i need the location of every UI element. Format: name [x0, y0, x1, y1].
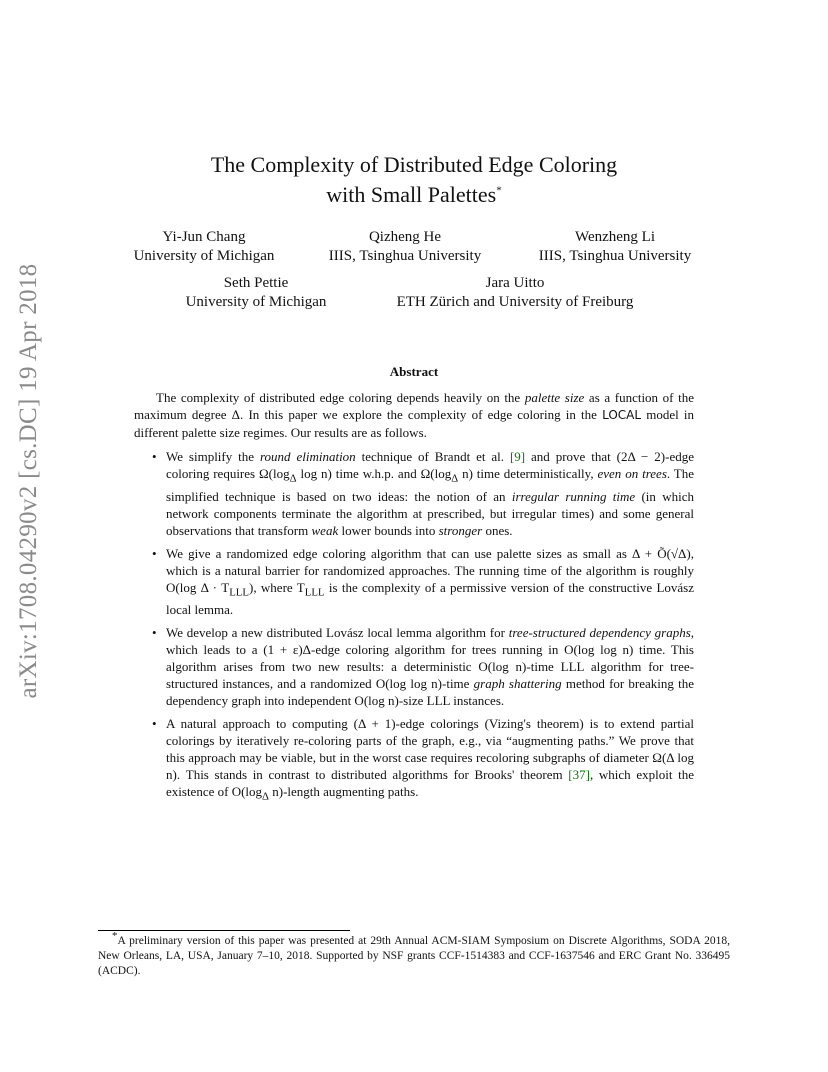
abstract-intro: The complexity of distributed edge coloring depends heavily on the palette size as a function of the maximum degree Δ. In this paper we explore the complexity of edge coloring in the LOCAL model in different palette size regimes. Our results are as follows.: [134, 390, 694, 440]
author-name: Qizheng He: [368, 229, 442, 245]
list-item: • We simplify the round elimination technique of Brandt et al. [9] and prove that (2Δ − 2)-edge coloring requires $\Omega(\log_\Delta$ log n) time w.h.p. and $\Omega(\log_\Delta$ n) time deterministically, even on trees. The simplified technique is based on two ideas: the notion of an irregular running time (in which network components terminate the algorithm at prescribed, but irregular times) and some general observations that transform weak lower bounds into stronger ones.: [152, 449, 695, 538]
author-name: Wenzheng Li: [574, 229, 655, 245]
author-affiliation: IIIS, Tsinghua University: [538, 248, 692, 264]
citation-link[interactable]: [37]: [568, 767, 590, 783]
list-item: • A natural approach to computing (Δ + 1)-edge colorings (Vizing's theorem) is to extend partial colorings by iteratively re-coloring parts of the graph, e.g., via “augmenting paths.” We prove that this approach may be viable, but in the worst case requires recoloring subgraphs of diameter Ω(Δ log n). This stands in contrast to distributed algorithms for Brooks' theorem [37], which exploit the existence of $O(\log_\Delta$ n)-length augmenting paths.: [152, 716, 694, 803]
author-affiliation: University of Michigan: [133, 248, 275, 264]
author-affiliation: ETH Zürich and University of Freiburg: [396, 294, 634, 310]
arxiv-stamp: [12, 263, 46, 699]
author-affiliation: University of Michigan: [185, 294, 327, 310]
local-model-name: LOCAL: [602, 408, 642, 422]
title-line-2: with Small Palettes*: [326, 182, 502, 207]
title-line-1: The Complexity of Distributed Edge Coloring: [210, 152, 618, 177]
author-block: [520, 228, 710, 266]
author-block: [168, 274, 344, 312]
paper-title: [0, 150, 828, 210]
abstract-heading: Abstract: [389, 364, 439, 379]
list-item: • We give a randomized edge coloring algorithm that can use palette sizes as small as Δ + Õ(√Δ), which is a natural barrier for randomized approaches. The running time of the algorithm is roughly O(log $\Delta \cdot T_{LLL}$), where $T_{LLL}$ is the complexity of a permissive version of the constructive Lovász local lemma.: [152, 545, 694, 618]
author-name: Seth Pettie: [223, 275, 289, 291]
arxiv-stamp-text: arXiv:1708.04290v2 [cs.DC] 19 Apr 2018: [15, 263, 42, 699]
footnote-rule: [98, 930, 350, 931]
footnote-text: A preliminary version of this paper was presented at 29th Annual ACM-SIAM Symposium on Discrete Algorithms, SODA 2018, New Orleans, LA, USA, January 7–10, 2018. Supported by NSF grants CCF-1514383 and CCF-1637546 and ERC Grant No. 336495 (ACDC).: [98, 935, 730, 977]
author-block: [310, 228, 500, 266]
title-footnote-mark[interactable]: *: [496, 184, 502, 197]
contribution-list: [134, 448, 694, 812]
author-name: Jara Uitto: [485, 275, 545, 291]
footnote-mark: *: [112, 930, 118, 943]
footnote: [98, 930, 730, 979]
author-name: Yi-Jun Chang: [162, 229, 246, 245]
citation-link[interactable]: [9]: [509, 449, 526, 464]
author-block: [118, 228, 290, 266]
author-affiliation: IIIS, Tsinghua University: [328, 248, 482, 264]
author-block: [370, 274, 660, 312]
list-item: • We develop a new distributed Lovász local lemma algorithm for tree-structured dependency graphs, which leads to a (1 + ε)Δ-edge coloring algorithm for trees running in O(log log n) time. This algorithm arises from two new results: a deterministic O(log n)-time LLL algorithm for tree-structured instances, and a randomized O(log log n)-time graph shattering method for breaking the dependency graph into independent O(log n)-size LLL instances.: [152, 625, 694, 709]
